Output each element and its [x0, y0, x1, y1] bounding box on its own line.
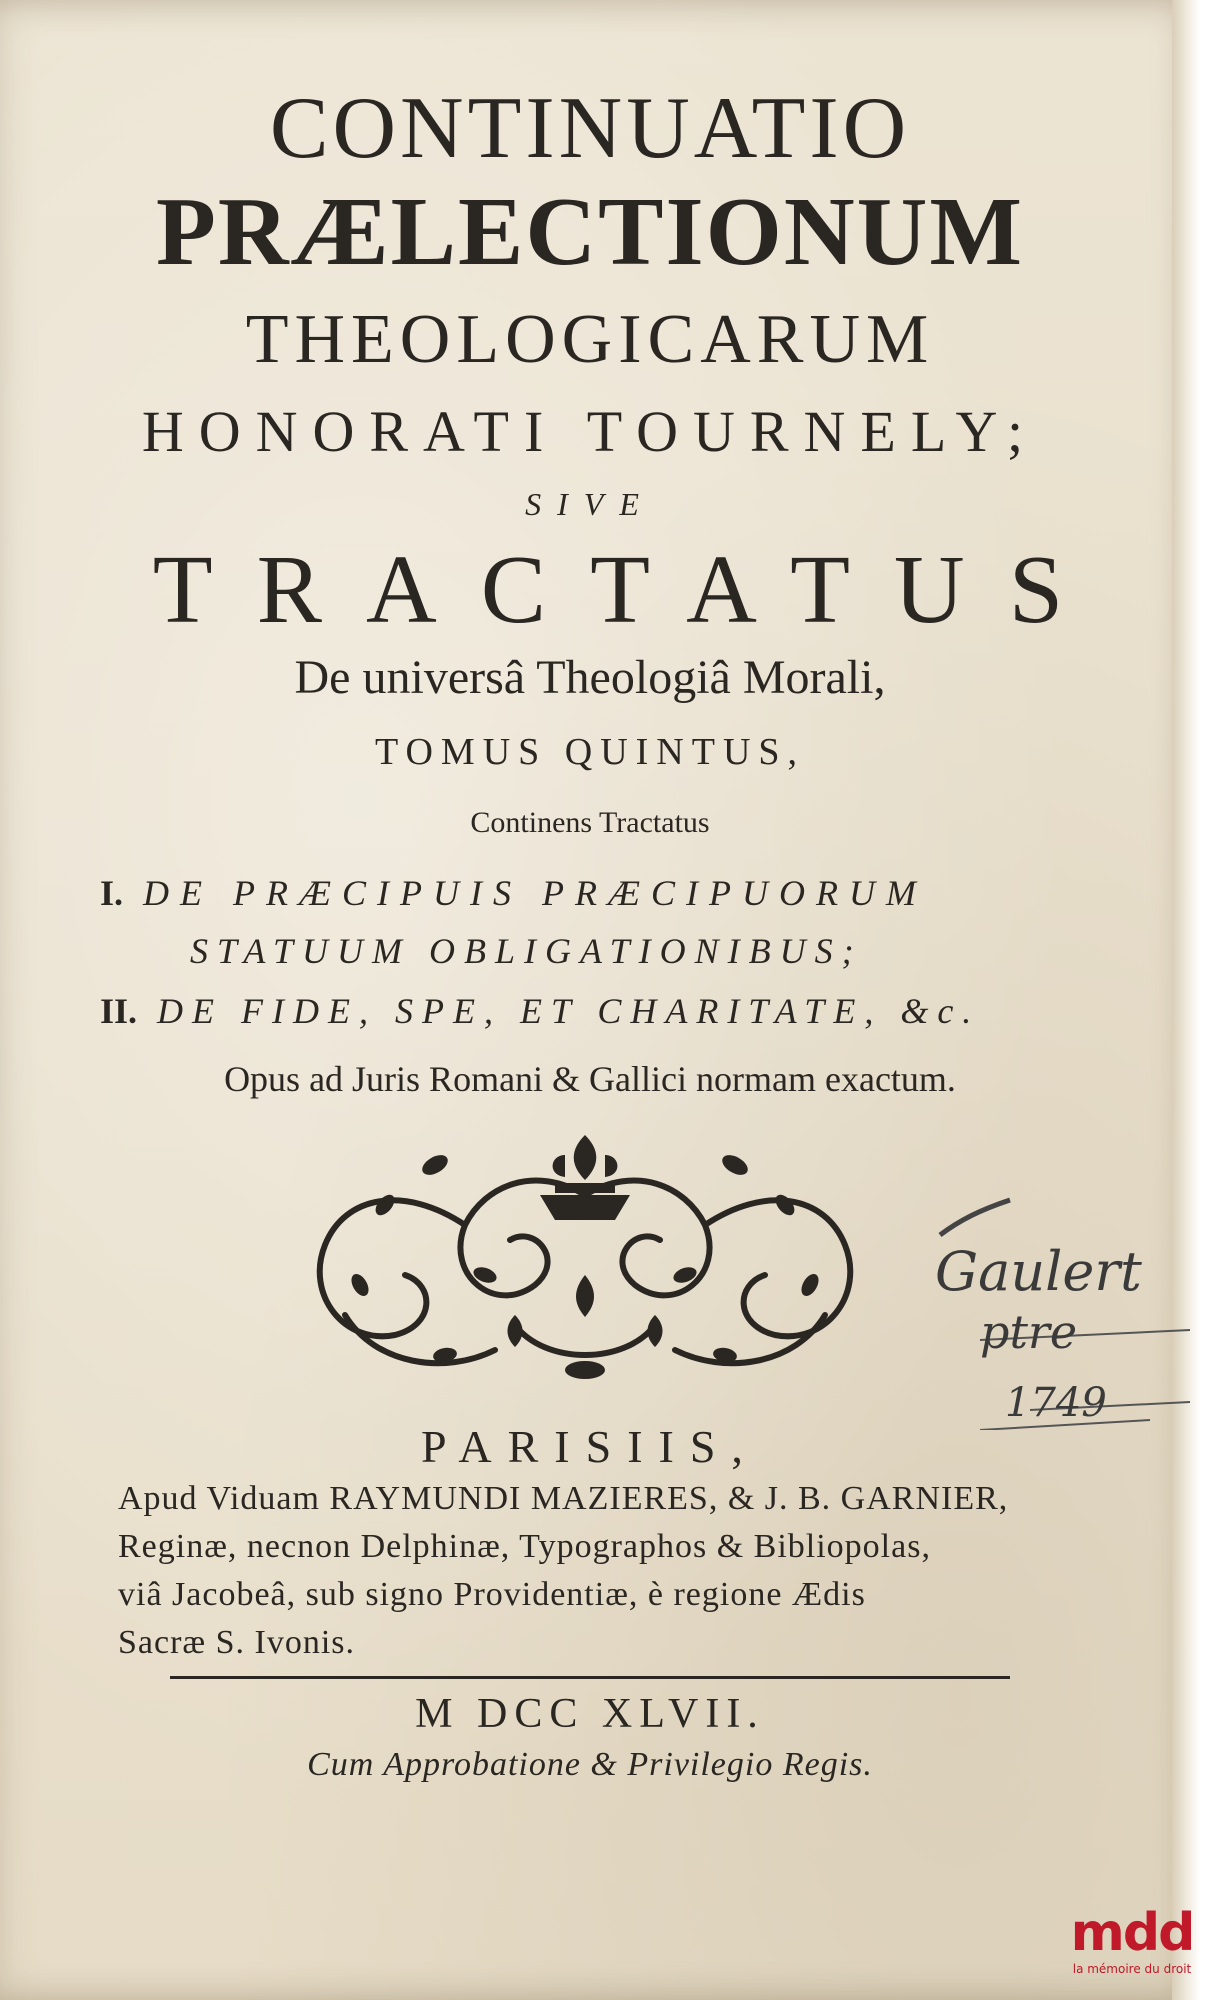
inscription-name: Gaulert — [935, 1240, 1142, 1303]
contents-number: II. — [100, 991, 138, 1031]
title-line-praelectionum: PRÆLECTIONUM — [156, 178, 1024, 286]
title-line-theologicarum: THEOLOGICARUM — [245, 301, 935, 378]
imprint-line: Apud Viduam RAYMUNDI MAZIERES, & J. B. GARNIER, — [118, 1480, 1009, 1517]
handwritten-inscription — [920, 1180, 1190, 1430]
volume-line: TOMUS QUINTUS, — [374, 731, 806, 773]
imprint-date: M DCC XLVII. — [415, 1691, 765, 1737]
author-line: HONORATI TOURNELY; — [141, 399, 1039, 464]
contents-item — [100, 930, 1190, 972]
contents-text: DE FIDE, SPE, ET CHARITATE, &c. — [157, 991, 981, 1031]
subject-line: De universâ Theologiâ Morali, — [294, 651, 886, 704]
fleuron-ornament-icon — [285, 1125, 885, 1395]
opus-line: Opus ad Juris Romani & Gallici normam exactum. — [224, 1059, 956, 1099]
inscription-year: 1749 — [1005, 1380, 1107, 1426]
imprint-line: viâ Jacobeâ, sub signo Providentiæ, è regione Ædis — [118, 1576, 866, 1613]
logo-mark: mdd — [1070, 1903, 1194, 1963]
tractatus-line: TRACTATUS — [152, 536, 1108, 644]
title-line-continuatio: CONTINUATIO — [269, 80, 911, 177]
approbation-line: Cum Approbatione & Privilegio Regis. — [307, 1746, 873, 1783]
imprint-line: Reginæ, necnon Delphinæ, Typographos & Bibliopolas, — [118, 1528, 931, 1565]
imprint-city: PARISIIS, — [421, 1421, 759, 1472]
inscription-abbrev: ptre — [980, 1305, 1078, 1359]
sive-line: SIVE — [525, 486, 655, 522]
continens-line: Continens Tractatus — [470, 806, 710, 839]
mdd-logo — [1052, 1905, 1212, 1995]
divider-rule — [170, 1676, 1010, 1679]
contents-number: I. — [100, 873, 124, 913]
contents-item — [100, 872, 1100, 914]
logo-caption: la mémoire du droit — [1072, 1962, 1192, 1976]
imprint-line: Sacræ S. Ivonis. — [118, 1624, 355, 1661]
contents-text: DE PRÆCIPUIS PRÆCIPUORUM — [143, 873, 927, 913]
contents-item — [100, 990, 1100, 1032]
contents-text: STATUUM OBLIGATIONIBUS; — [190, 931, 863, 971]
